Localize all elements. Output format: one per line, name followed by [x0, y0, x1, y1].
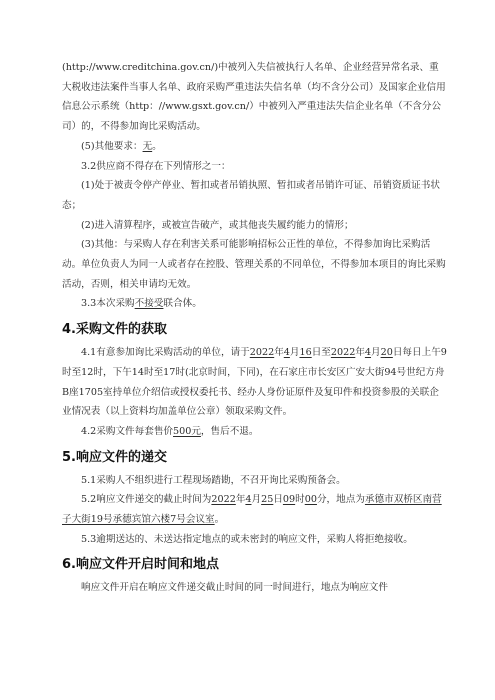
item-5-other-requirements: (5)其他要求：无。 [81, 140, 162, 152]
underlined-value: 500元 [173, 425, 201, 437]
heading-6: 6.响应文件开启时间和地点 [62, 557, 219, 573]
underlined-value: 无 [142, 140, 153, 152]
document-page [62, 58, 448, 598]
section-4-1: 4.1有意参加询比采购活动的单位，请于2022年4月16日至2022年4月20日每日上午9时至12时，下午14时至17时(北京时间，下同)，在石家庄市长安区广安大街94号世纪方舟B座1705室持单位介绍信或授权委托书、经办人身份证原件及复印件和投资参股的关联企业情况表（以上资料均加盖单位公章）领取采购文件。 [62, 347, 447, 418]
section-5-1: 5.1采购人不组织进行工程现场踏勘，不召开询比采购预备会。 [81, 474, 346, 486]
section-5-3: 5.3逾期送达的、未送达指定地点的或未密封的响应文件，采购人将拒绝接收。 [81, 533, 413, 545]
section-3-2-item-1: (1)处于被责令停产停业、暂扣或者吊销执照、暂扣或者吊销许可证、吊销资质证书状态； [62, 180, 440, 211]
underlined-place: 承德市双桥区南营子大街19号承德宾馆六楼7号会议室 [62, 494, 442, 526]
heading-5: 5.响应文件的递交 [62, 449, 167, 465]
section-5-2: 5.2响应文件递交的截止时间为2022年4月25日09时00分，地点为承德市双桥区南营子大街19号承德宾馆六楼7号会议室。 [62, 494, 442, 526]
underlined-value: 不接受 [134, 298, 164, 310]
section-4-2: 4.2采购文件每套售价500元，售后不退。 [81, 425, 259, 437]
section-3-3: 3.3本次采购不接受联合体。 [81, 298, 202, 310]
section-3-2-item-3: (3)其他：与采购人存在利害关系可能影响招标公正性的单位，不得参加询比采购活动。单位负责人为同一人或者存在控股、管理关系的不同单位，不得参加本项目的询比采购活动，否则，相关申请均无效。 [62, 239, 446, 290]
heading-4: 4.采购文件的获取 [62, 322, 167, 338]
section-3-2-item-2: (2)进入清算程序，或被宣告破产，或其他丧失履约能力的情形； [81, 219, 354, 231]
section-3-2: 3.2供应商不得存在下列情形之一： [81, 160, 231, 172]
section-6-text: 响应文件开启在响应文件递交截止时间的同一时间进行，地点为响应文件 [81, 582, 388, 594]
eligibility-paragraph: (http://www.creditchina.gov.cn/)中被列入失信被执行人名单、企业经营异常名录、重大税收违法案件当事人名单、政府采购严重违法失信名单（均不含分公司）及国家企业信用信息公示系统（http：//www.gsxt.gov.cn/）中被列入严重违法失信企业名单（不含分公司）的，不得参加询比采购活动。 [62, 62, 446, 133]
